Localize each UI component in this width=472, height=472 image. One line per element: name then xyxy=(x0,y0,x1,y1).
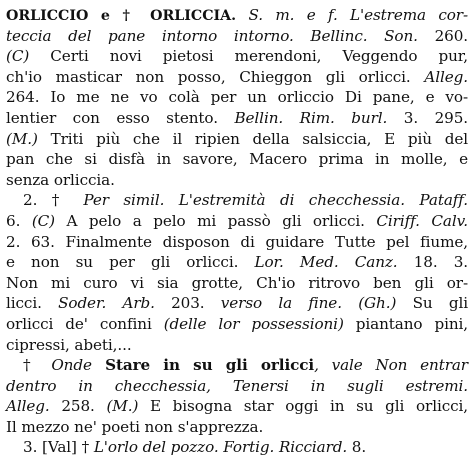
text-run: pan che si disfà in savore, Macero prima in molle, e xyxy=(6,150,468,169)
text-run: 264. Io me ne vo colà per un orliccio Di pane, e vo- xyxy=(6,88,468,107)
entry-line xyxy=(6,149,468,170)
text-run: 6. xyxy=(6,211,32,230)
text-run: 3. [Val] † xyxy=(23,438,94,457)
text-run: Certi novi pietosi merendoni, Veggendo pur, xyxy=(29,47,468,66)
italic-text: dentro in checchessia, Tenersi in sugli estremi. xyxy=(6,376,468,395)
text-run: A pelo a pelo mi passò gli orlicci. xyxy=(55,211,365,230)
text-run: 18. 3. xyxy=(397,253,468,272)
text-run: Il mezzo ne' poeti non s'apprezza. xyxy=(6,417,264,436)
text-run: E bisogna star oggi in su gli orlicci, xyxy=(138,397,469,416)
entry-line xyxy=(6,417,468,438)
italic-text: Alleg. xyxy=(6,397,50,416)
text-run: † xyxy=(23,356,52,375)
entry-line xyxy=(6,376,468,397)
text-run: ch'io masticar non posso, Chieggon gli orlicci. xyxy=(6,67,411,86)
italic-text: (M.) xyxy=(106,397,139,416)
text-run: e non su per gli orlicci. xyxy=(6,253,239,272)
entry-line xyxy=(6,129,468,150)
text-run: 258. xyxy=(49,397,107,416)
bold-phrase: Stare in su gli orlicci xyxy=(91,356,315,375)
text-run: 8. xyxy=(347,438,367,457)
dictionary-entry xyxy=(6,5,468,458)
text-run: 203. xyxy=(154,294,205,313)
entry-line xyxy=(6,108,468,129)
text-run: lentier con esso stento. xyxy=(6,108,218,127)
italic-text: Soder. Arb. xyxy=(41,294,155,313)
entry-line xyxy=(6,293,468,314)
entry-line xyxy=(6,437,468,458)
italic-text: (C) xyxy=(6,47,30,66)
italic-text: Alleg. xyxy=(410,67,468,86)
entry-line xyxy=(6,232,468,253)
italic-text: (C) xyxy=(31,211,55,230)
text-run: Non mi curo vi sia grotte, Ch'io ritrovo ben gli or- xyxy=(6,273,468,292)
entry-line xyxy=(6,46,468,67)
entry-line xyxy=(6,67,468,88)
entry-line xyxy=(6,252,468,273)
text-run: licci. xyxy=(6,294,42,313)
text-run: 3. 295. xyxy=(387,108,468,127)
italic-text: (delle lor possessioni) xyxy=(151,314,344,333)
italic-text: Onde xyxy=(51,356,92,375)
italic-text: (M.) xyxy=(6,129,38,148)
entry-line xyxy=(6,5,468,26)
entry-line xyxy=(6,396,468,417)
text-run: 260. xyxy=(417,26,468,45)
italic-text: verso la fine. (Gh.) xyxy=(204,294,397,313)
text-run: piantano pini, xyxy=(343,314,468,333)
text-run: 2. † xyxy=(23,191,84,210)
entry-line xyxy=(6,355,468,376)
italic-text: , vale Non entrar xyxy=(314,356,468,375)
entry-line xyxy=(6,335,468,356)
entry-line xyxy=(6,190,468,211)
italic-text: teccia del pane intorno intorno. Bellinc. Son. xyxy=(6,26,418,45)
entry-line xyxy=(6,87,468,108)
italic-text: Ciriff. Calv. xyxy=(364,211,468,230)
italic-text: Lor. Med. Canz. xyxy=(238,253,398,272)
headword: ORLICCIO e † ORLICCIA. xyxy=(6,8,237,24)
text-run: cipressi, abeti,... xyxy=(6,335,132,354)
entry-line xyxy=(6,314,468,335)
entry-line xyxy=(6,273,468,294)
text-run: orlicci de' confini xyxy=(6,314,152,333)
italic-text: Per simil. L'estremità di checchessia. Pataff. xyxy=(83,191,469,210)
text-run: senza orliccia. xyxy=(6,170,115,189)
entry-line xyxy=(6,170,468,191)
italic-text: Bellin. Rim. burl. xyxy=(217,108,388,127)
entry-line xyxy=(6,211,468,232)
italic-text: S. m. e f. L'estrema cor- xyxy=(236,6,468,24)
text-run: Triti più che il ripien della salsiccia, E più del xyxy=(37,129,468,148)
entry-line xyxy=(6,26,468,47)
text-run: 2. 63. Finalmente disposon di guidare Tutte pel fiume, xyxy=(6,232,468,251)
italic-text: L'orlo del pozzo. Fortig. Ricciard. xyxy=(93,438,348,457)
text-run: Su gli xyxy=(396,294,468,313)
